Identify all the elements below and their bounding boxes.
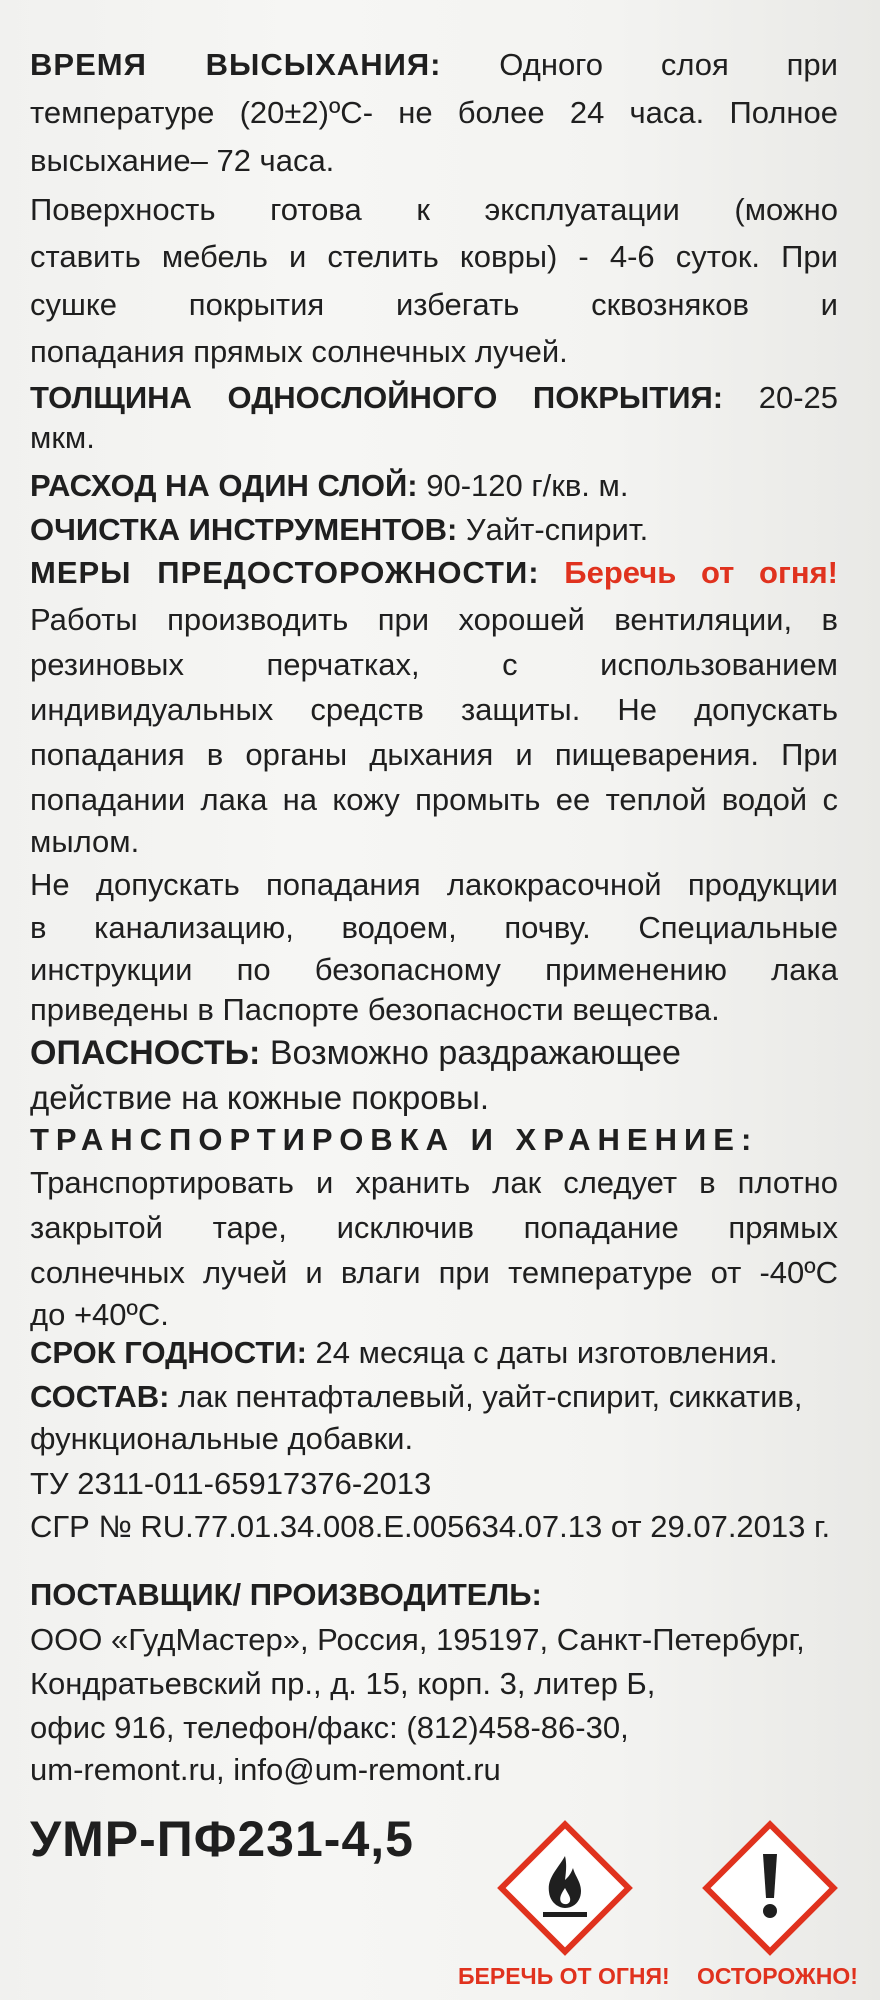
- ready-line-3: сушке покрытия избегать сквозняков и: [30, 287, 838, 322]
- composition-value: лак пентафталевый, уайт-спирит, сиккатив,: [169, 1379, 803, 1414]
- warning-pictogram: [700, 1818, 840, 1958]
- danger-line-2: действие на кожные покровы.: [30, 1079, 490, 1116]
- supplier-line-3: офис 916, телефон/факс: (812)458-86-30,: [30, 1710, 629, 1745]
- cleaning-label: ОЧИСТКА ИНСТРУМЕНТОВ:: [30, 512, 458, 547]
- shelf-life-line: [30, 1333, 838, 1373]
- danger-label: ОПАСНОСТЬ:: [30, 1034, 261, 1072]
- sgr-number: СГР № RU.77.01.34.008.Е.005634.07.13 от 29.07.2013 г.: [30, 1509, 831, 1544]
- shelf-life-label: СРОК ГОДНОСТИ:: [30, 1335, 307, 1370]
- drying-line-3: высыхание– 72 часа.: [30, 143, 335, 178]
- transport-line-3: солнечных лучей и влаги при температуре от -40ºС: [30, 1255, 838, 1290]
- consumption-line: [30, 466, 838, 506]
- tu-number: ТУ 2311-011-65917376-2013: [30, 1466, 432, 1501]
- consumption-label: РАСХОД НА ОДИН СЛОЙ:: [30, 468, 418, 503]
- drying-line-2: температуре (20±2)ºС- не более 24 часа. Полное: [30, 95, 838, 130]
- transport-heading: [30, 1120, 758, 1160]
- fire-warning: Беречь от огня!: [564, 555, 838, 590]
- composition-label: СОСТАВ:: [30, 1379, 170, 1414]
- product-code: УМР-ПФ231-4,5: [30, 1811, 414, 1867]
- supplier-line-2: Кондратьевский пр., д. 15, корп. 3, литер Б,: [30, 1666, 656, 1701]
- thickness-line-1: [30, 378, 838, 418]
- ready-line-4: попадания прямых солнечных лучей.: [30, 334, 568, 369]
- supplier-line-1: ООО «ГудМастер», Россия, 195197, Санкт-Петербург,: [30, 1622, 805, 1657]
- flammable-pictogram: [495, 1818, 635, 1958]
- precautions2-line-4: приведены в Паспорте безопасности вещества.: [30, 992, 720, 1027]
- ready-line-1: Поверхность готова к эксплуатации (можно: [30, 192, 838, 227]
- precautions-line-5: попадании лака на кожу промыть ее теплой водой с: [30, 782, 838, 817]
- precautions2-line-1: Не допускать попадания лакокрасочной продукции: [30, 867, 838, 902]
- consumption-value: 90-120 г/кв. м.: [417, 468, 629, 503]
- thickness-line-2: мкм.: [30, 420, 95, 455]
- drying-label: ВРЕМЯ ВЫСЫХАНИЯ:: [30, 47, 442, 82]
- danger-text: Возможно раздражающее: [260, 1034, 681, 1072]
- drying-text: Одного слоя при: [441, 47, 838, 82]
- flammable-caption: БЕРЕЧЬ ОТ ОГНЯ!: [458, 1963, 670, 1989]
- supplier-line-4: um-remont.ru, info@um-remont.ru: [30, 1752, 501, 1787]
- cleaning-line: [30, 510, 838, 550]
- precautions-line-4: попадания в органы дыхания и пищеварения. При: [30, 737, 838, 772]
- cleaning-value: Уайт-спирит.: [457, 512, 649, 547]
- composition-line-2: функциональные добавки.: [30, 1421, 414, 1456]
- drying-line-1: [30, 45, 838, 85]
- precautions-line-1: Работы производить при хорошей вентиляции, в: [30, 602, 838, 637]
- warning-caption: ОСТОРОЖНО!: [697, 1963, 858, 1989]
- transport-line-1: Транспортировать и хранить лак следует в плотно: [30, 1165, 838, 1200]
- composition-line-1: [30, 1377, 838, 1417]
- transport-label: ТРАНСПОРТИРОВКА И ХРАНЕНИЕ:: [30, 1122, 759, 1157]
- precautions-label: МЕРЫ ПРЕДОСТОРОЖНОСТИ:: [30, 555, 540, 590]
- ready-line-2: ставить мебель и стелить ковры) - 4-6 суток. При: [30, 239, 838, 274]
- precautions-heading: [30, 553, 838, 593]
- transport-line-2: закрытой таре, исключив попадание прямых: [30, 1210, 838, 1245]
- danger-line-1: [30, 1033, 838, 1073]
- flame-icon: [495, 1818, 635, 1958]
- exclamation-icon: [700, 1818, 840, 1958]
- precautions-line-2: резиновых перчатках, с использованием: [30, 647, 838, 682]
- thickness-label: ТОЛЩИНА ОДНОСЛОЙНОГО ПОКРЫТИЯ:: [30, 380, 724, 415]
- precautions2-line-2: в канализацию, водоем, почву. Специальные: [30, 910, 838, 945]
- thickness-value: 20-25: [723, 380, 838, 415]
- precautions-line-6: мылом.: [30, 824, 140, 859]
- precautions2-line-3: инструкции по безопасному применению лака: [30, 952, 838, 987]
- precautions-line-3: индивидуальных средств защиты. Не допускать: [30, 692, 838, 727]
- shelf-life-value: 24 месяца с даты изготовления.: [306, 1335, 778, 1370]
- transport-line-4: до +40ºС.: [30, 1297, 169, 1332]
- supplier-heading: [30, 1575, 838, 1615]
- supplier-label: ПОСТАВЩИК/ ПРОИЗВОДИТЕЛЬ:: [30, 1577, 542, 1612]
